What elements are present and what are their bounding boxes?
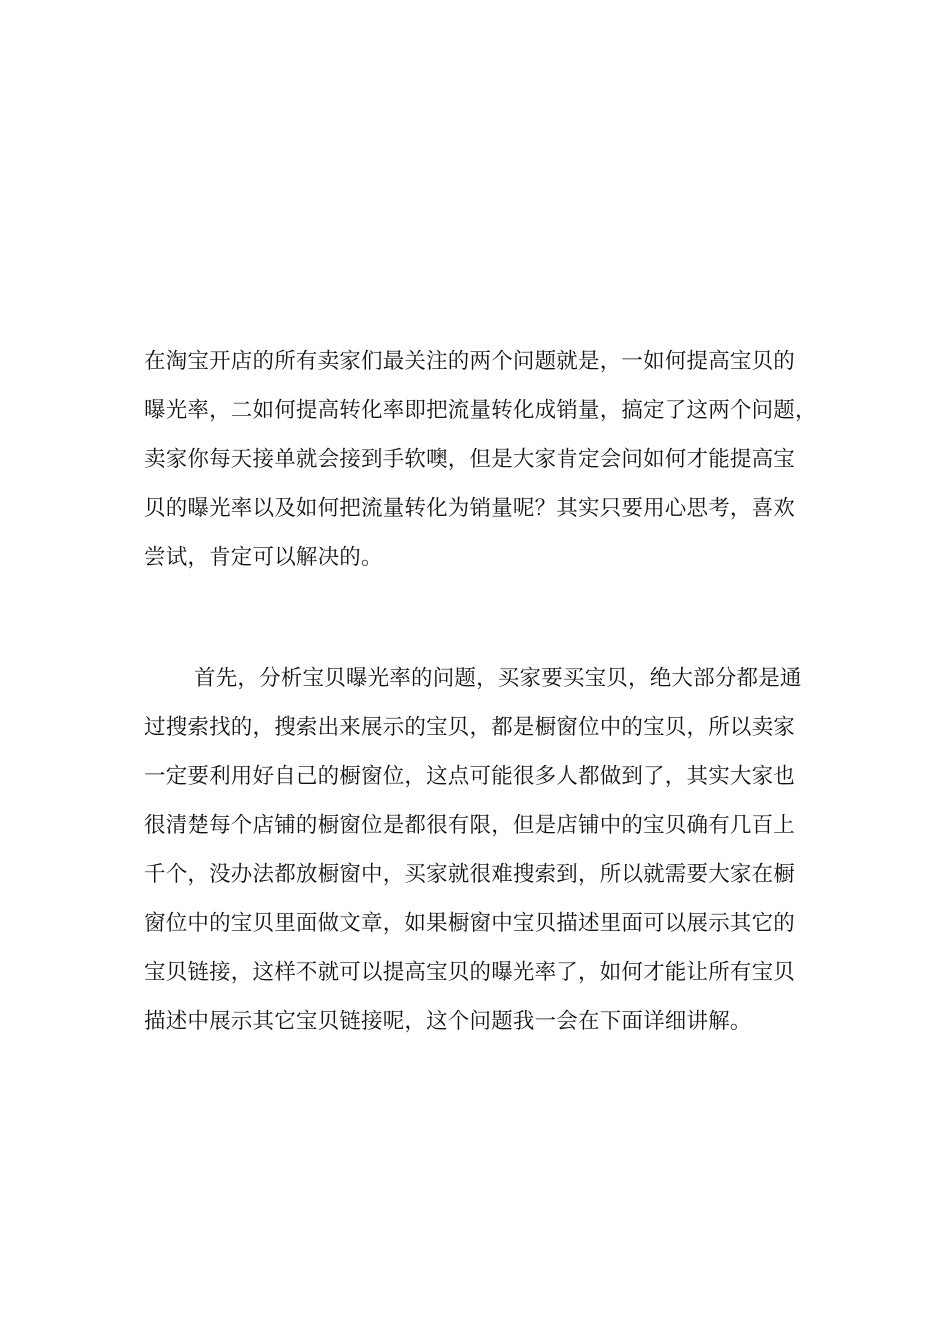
paragraph-line: 卖家你每天接单就会接到手软噢，但是大家肯定会问如何才能提高宝 xyxy=(144,447,796,472)
paragraph-line: 曝光率，二如何提高转化率即把流量转化成销量，搞定了这两个问题， xyxy=(144,398,817,423)
paragraph-intro xyxy=(144,342,817,587)
paragraph-line: 一定要利用好自己的橱窗位，这点可能很多人都做到了，其实大家也 xyxy=(144,764,796,789)
paragraph-line: 窗位中的宝贝里面做文章，如果橱窗中宝贝描述里面可以展示其它的 xyxy=(144,911,796,936)
paragraph-line: 千个，没办法都放橱窗中，买家就很难搜索到，所以就需要大家在橱 xyxy=(144,862,796,887)
paragraph-line: 贝的曝光率以及如何把流量转化为销量呢？其实只要用心思考，喜欢 xyxy=(144,496,796,521)
paragraph-line: 在淘宝开店的所有卖家们最关注的两个问题就是，一如何提高宝贝的 xyxy=(144,349,796,374)
paragraph-line-indented: 首先，分析宝贝曝光率的问题，买家要买宝贝，绝大部分都是通 xyxy=(194,666,802,691)
paragraph-line: 过搜索找的，搜索出来展示的宝贝，都是橱窗位中的宝贝，所以卖家 xyxy=(144,715,796,740)
paragraph-line: 宝贝链接，这样不就可以提高宝贝的曝光率了，如何才能让所有宝贝 xyxy=(144,960,796,985)
paragraph-exposure xyxy=(144,659,806,1051)
paragraph-line: 很清楚每个店铺的橱窗位是都很有限，但是店铺中的宝贝确有几百上 xyxy=(144,813,796,838)
paragraph-line: 尝试，肯定可以解决的。 xyxy=(144,545,383,570)
paragraph-line: 描述中展示其它宝贝链接呢，这个问题我一会在下面详细讲解。 xyxy=(144,1009,752,1034)
